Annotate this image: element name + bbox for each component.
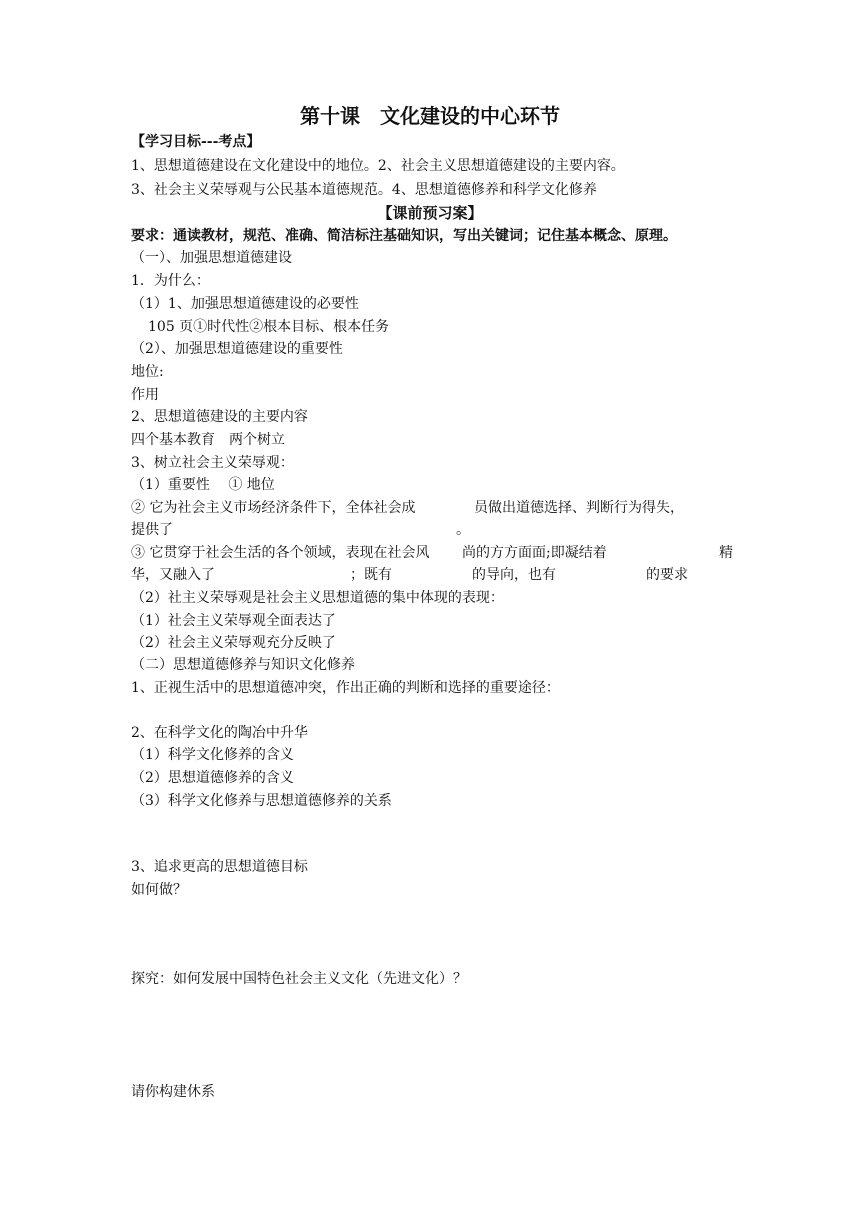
- point-3-line: [131, 544, 731, 562]
- point-3-part-a: ③ 它贯穿于社会生活的各个领域，表现在社会风: [131, 545, 430, 561]
- section1-heading: （一）、加强思想道德建设: [131, 250, 292, 266]
- content-heading: 2、思想道德建设的主要内容: [131, 409, 308, 425]
- section2-subitem-1: （1）科学文化修养的含义: [131, 747, 294, 763]
- objectives-header: 【学习目标---考点】: [131, 134, 261, 150]
- point-3-part-c: 精: [719, 545, 733, 561]
- build-system-prompt: 请你构建休系: [131, 1084, 215, 1100]
- point-2-part-a: ② 它为社会主义市场经济条件下，全体社会成: [131, 500, 416, 516]
- preview-header: 【课前预习案】: [377, 204, 483, 222]
- objective-line-1: 1、思想道德建设在文化建设中的地位。2、社会主义思想道德建设的主要内容。: [131, 158, 625, 174]
- point-2-cont-line: [131, 521, 731, 539]
- role-label: 作用: [131, 387, 159, 403]
- concentrated-item-2: （2）社会主义荣辱观充分反映了: [131, 635, 336, 651]
- section2-question-3: 3、追求更高的思想道德目标: [131, 859, 308, 875]
- section2-question-1: 1、正视生活中的思想道德冲突，作出正确的判断和选择的重要途径：: [131, 680, 560, 696]
- point-3-part-g: 的要求: [646, 567, 688, 583]
- section2-subitem-2: （2）思想道德修养的含义: [131, 770, 294, 786]
- importance-item: （2）、加强思想道德建设的重要性: [131, 341, 343, 357]
- concentrated-item-1: （1）社会主义荣辱观全面表达了: [131, 613, 336, 629]
- necessity-detail: 105 页①时代性②根本目标、根本任务: [148, 319, 390, 335]
- point-2-part-b: 员做出道德选择、判断行为得失，: [474, 500, 684, 516]
- how-question: 如何做？: [131, 882, 187, 898]
- section2-question-2: 2、在科学文化的陶冶中升华: [131, 725, 308, 741]
- point-3-part-f: 的导向，也有: [472, 567, 556, 583]
- page-title: 第十课 文化建设的中心环节: [300, 104, 560, 128]
- point-3-part-e: ；既有: [350, 567, 392, 583]
- section2-heading: （二）思想道德修养与知识文化修养: [131, 657, 355, 673]
- point-2-part-d: 。: [456, 522, 470, 538]
- objective-line-2: 3、社会主义荣辱观与公民基本道德规范。4、思想道德修养和科学文化修养: [131, 182, 597, 198]
- position-label: 地位:: [131, 364, 164, 380]
- honor-heading: 3、树立社会主义荣辱观：: [131, 455, 294, 471]
- explore-question: 探究：如何发展中国特色社会主义文化（先进文化）？: [131, 971, 467, 987]
- point-3-part-d: 华，又融入了: [131, 567, 215, 583]
- point-3-part-b: 尚的方方面面;即凝结着: [462, 545, 607, 561]
- concentrated-expression: （2）社主义荣辱观是社会主义思想道德的集中体现的表现：: [131, 590, 504, 606]
- importance-position: （1）重要性 ① 地位: [131, 477, 275, 493]
- requirement-text: 要求：通读教材，规范、准确、简洁标注基础知识，写出关键词；记住基本概念、原理。: [131, 228, 677, 244]
- why-question: 1．为什么：: [131, 273, 210, 289]
- point-2-part-c: 提供了: [131, 522, 173, 538]
- content-detail: 四个基本教育 两个树立: [131, 432, 285, 448]
- necessity-item: （1）1、加强思想道德建设的必要性: [131, 296, 359, 312]
- point-2-line: [131, 499, 731, 517]
- point-3-cont-line: [131, 566, 731, 584]
- section2-subitem-3: （3）科学文化修养与思想道德修养的关系: [131, 793, 392, 809]
